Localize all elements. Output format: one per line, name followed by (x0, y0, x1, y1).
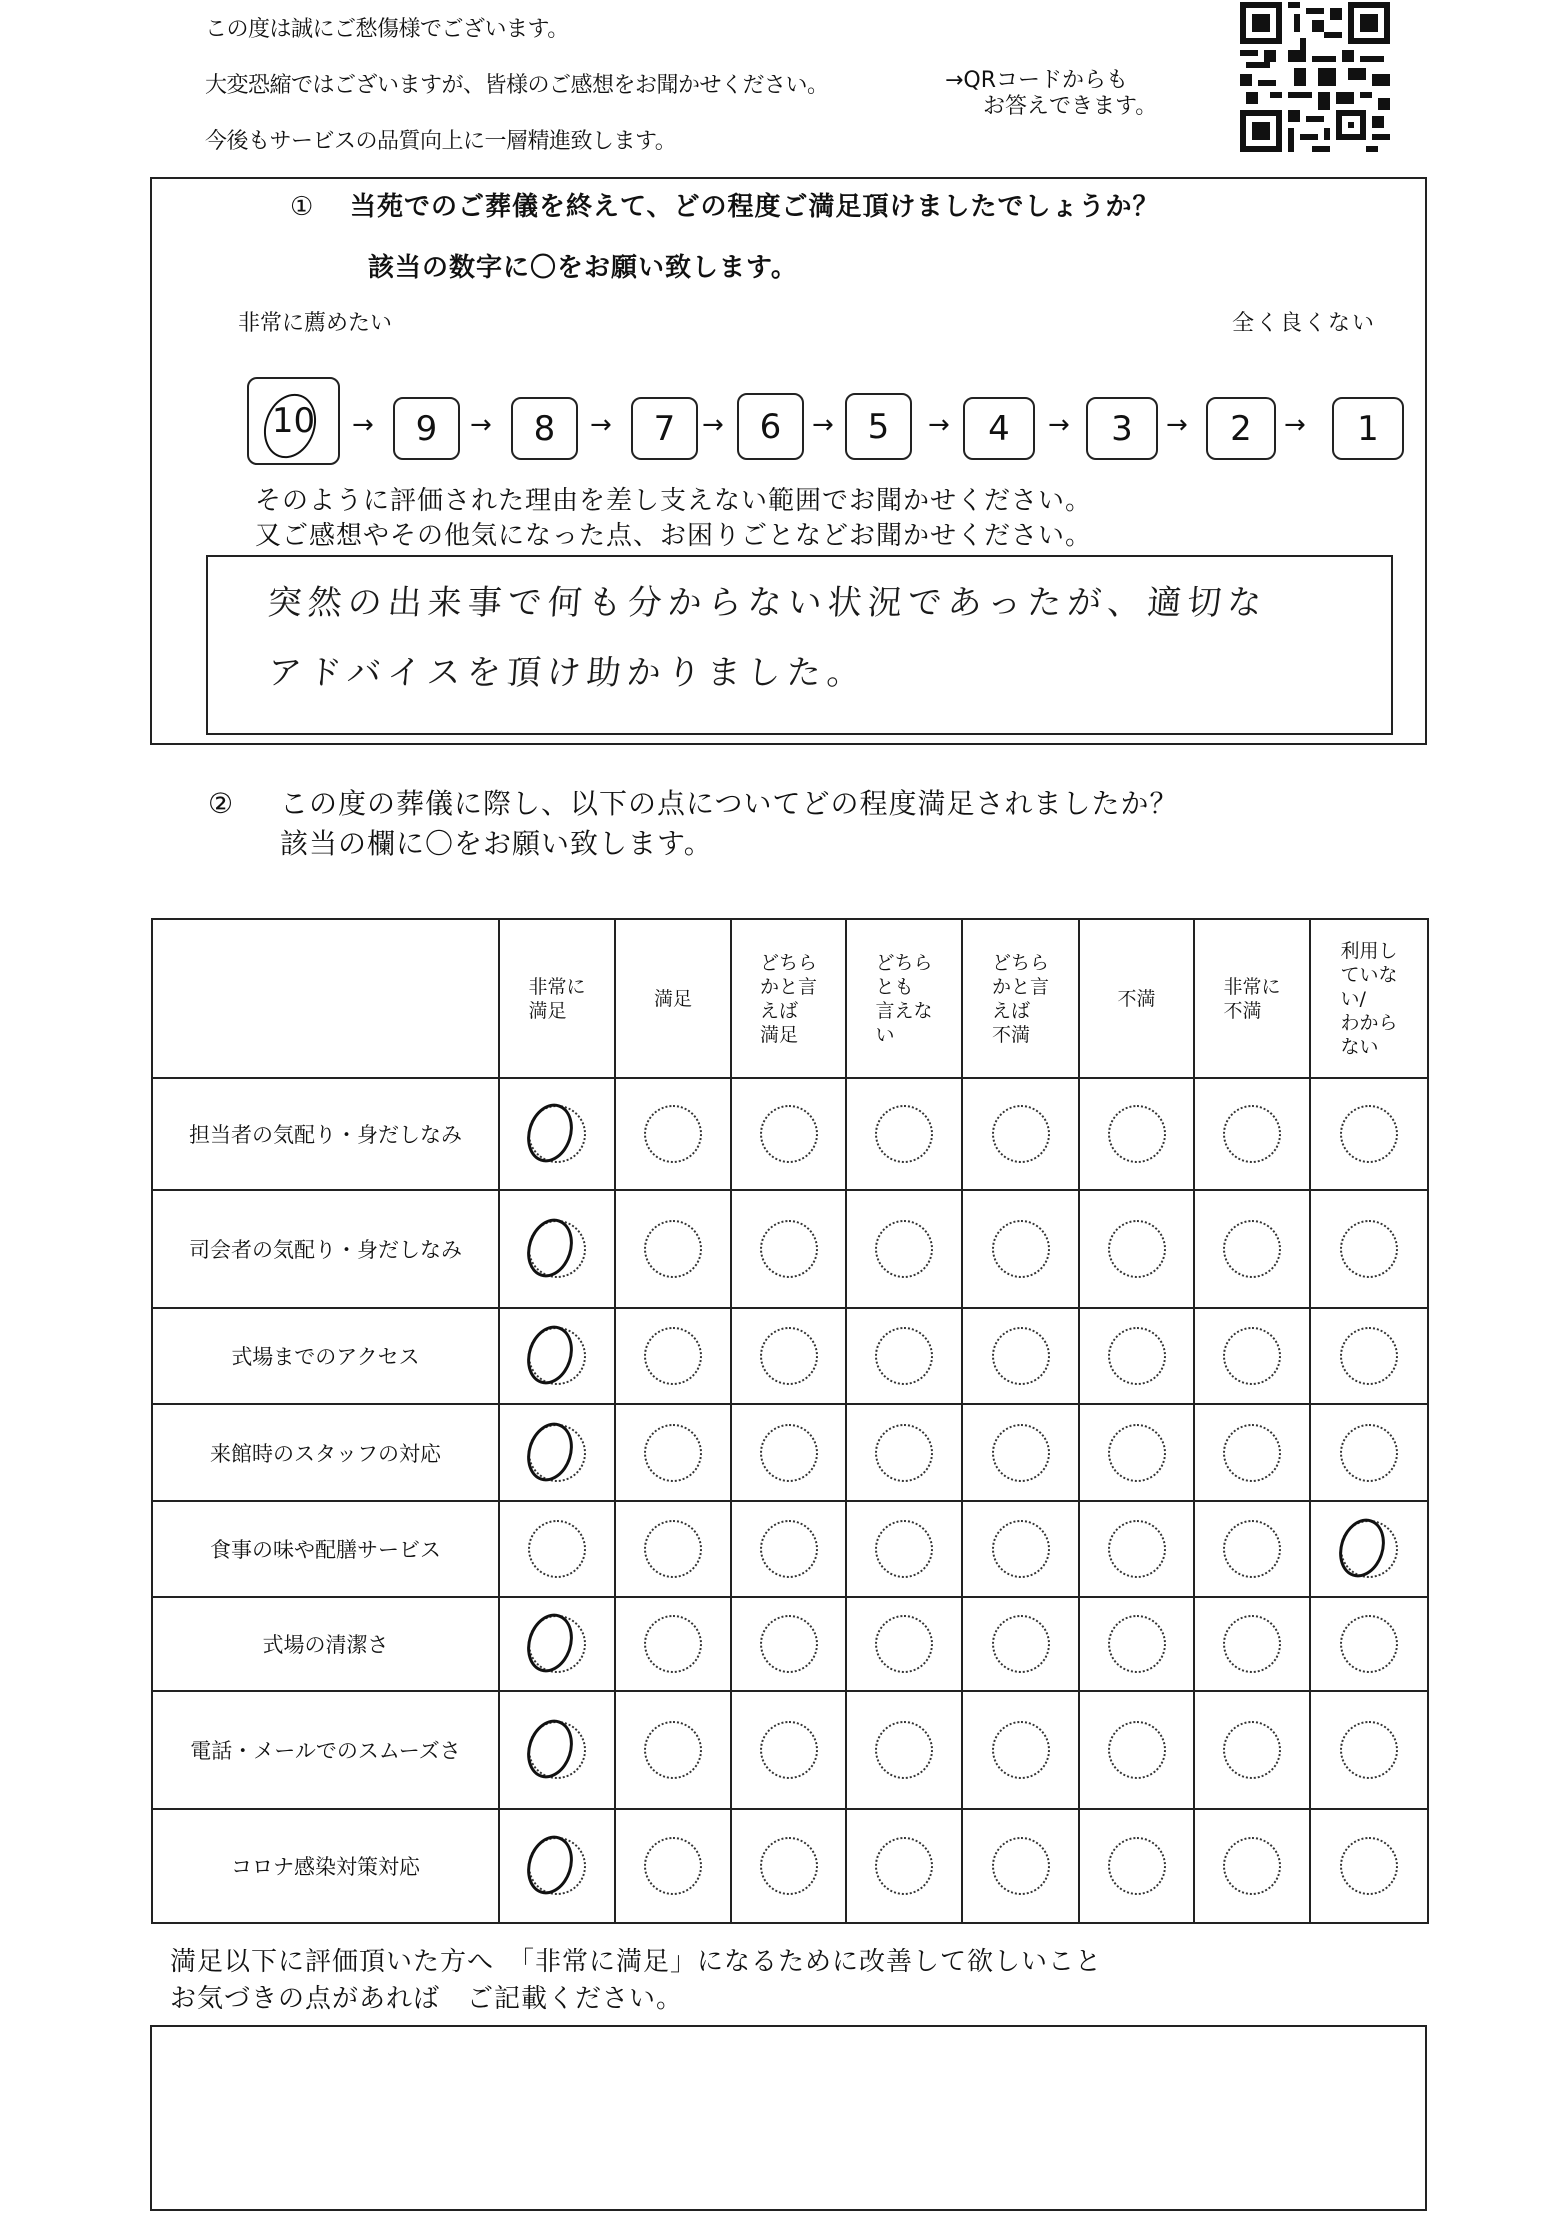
radio-circle[interactable] (644, 1520, 702, 1578)
rating-cell (499, 1691, 615, 1809)
rating-option-4[interactable] (963, 397, 1035, 460)
arrow-icon: → (1166, 410, 1188, 440)
rating-cell (731, 1308, 846, 1404)
selected-circle-mark (255, 386, 325, 465)
rating-cell (731, 1078, 846, 1190)
radio-circle[interactable] (875, 1105, 933, 1163)
rating-value: 5 (867, 406, 890, 447)
radio-circle[interactable] (992, 1105, 1050, 1163)
q2-title (208, 782, 1178, 822)
rating-cell (1079, 1809, 1194, 1923)
rating-value: 10 (271, 401, 316, 441)
rating-cell (962, 1190, 1079, 1308)
radio-circle[interactable] (1223, 1105, 1281, 1163)
rating-cell (615, 1190, 731, 1308)
rating-cell (499, 1190, 615, 1308)
radio-circle[interactable] (875, 1327, 933, 1385)
row-label: 式場までのアクセス (152, 1308, 499, 1404)
rating-cell (615, 1308, 731, 1404)
rating-cell (1194, 1404, 1310, 1501)
table-row (152, 1597, 1428, 1691)
radio-circle[interactable] (875, 1520, 933, 1578)
rating-cell (1310, 1597, 1428, 1691)
table-row (152, 1691, 1428, 1809)
rating-cell (1079, 1308, 1194, 1404)
radio-circle[interactable] (992, 1327, 1050, 1385)
radio-circle[interactable] (875, 1424, 933, 1482)
rating-cell (1079, 1597, 1194, 1691)
q2-number: ② (208, 787, 235, 820)
selected-circle-mark (520, 1830, 580, 1901)
rating-value: 8 (533, 408, 556, 449)
rating-cell (499, 1809, 615, 1923)
radio-circle[interactable] (1108, 1615, 1166, 1673)
reason-prompt-1: そのように評価された理由を差し支えない範囲でお聞かせください。 (255, 486, 1093, 516)
radio-circle[interactable] (992, 1721, 1050, 1779)
rating-cell (731, 1691, 846, 1809)
column-header: 非常に 満足 (499, 919, 615, 1078)
rating-cell (1079, 1501, 1194, 1597)
column-header: 満足 (615, 919, 731, 1078)
selected-circle-mark (520, 1098, 580, 1169)
rating-cell (962, 1501, 1079, 1597)
rating-value: 7 (653, 408, 676, 449)
handwritten-comment-line-1: 突然の出来事で何も分からない状況であったが、適切な (266, 583, 1269, 623)
radio-circle[interactable] (760, 1520, 818, 1578)
rating-cell (1310, 1691, 1428, 1809)
row-label: 担当者の気配り・身だしなみ (152, 1078, 499, 1190)
qr-note (945, 68, 1157, 120)
rating-cell (962, 1691, 1079, 1809)
q1-title-text: 当苑でのご葬儀を終えて、どの程度ご満足頂けましたでしょうか？ (350, 192, 1160, 222)
table-body (152, 1078, 1428, 1923)
row-label: 電話・メールでのスムーズさ (152, 1691, 499, 1809)
radio-circle[interactable] (528, 1520, 586, 1578)
selected-circle-mark (520, 1416, 580, 1487)
intro-line-2: 大変恐縮ではございますが、皆様のご感想をお聞かせください。 (205, 73, 829, 98)
radio-circle[interactable] (875, 1615, 933, 1673)
rating-cell (846, 1404, 962, 1501)
scale-label-low: 全く良くない (1232, 311, 1377, 336)
radio-circle[interactable] (644, 1721, 702, 1779)
radio-circle[interactable] (1108, 1520, 1166, 1578)
rating-cell (846, 1078, 962, 1190)
rating-cell (962, 1597, 1079, 1691)
rating-cell (1079, 1190, 1194, 1308)
rating-cell (1310, 1809, 1428, 1923)
column-header: 不満 (1079, 919, 1194, 1078)
table-row (152, 1078, 1428, 1190)
rating-cell (615, 1404, 731, 1501)
rating-cell (1194, 1809, 1310, 1923)
rating-option-6[interactable] (737, 393, 804, 460)
radio-circle[interactable] (1340, 1520, 1398, 1578)
arrow-icon: → (590, 410, 612, 440)
rating-option-5[interactable] (845, 393, 912, 460)
radio-circle[interactable] (644, 1105, 702, 1163)
table-row (152, 1501, 1428, 1597)
reason-prompt-2: 又ご感想やその他気になった点、お困りごとなどお聞かせください。 (255, 521, 1093, 551)
radio-circle[interactable] (1108, 1105, 1166, 1163)
rating-cell (1310, 1501, 1428, 1597)
qr-note-line-1: →QRコードからも (945, 68, 1129, 93)
rating-cell (499, 1501, 615, 1597)
radio-circle[interactable] (1340, 1220, 1398, 1278)
table-header-row (152, 919, 1428, 1078)
radio-circle[interactable] (1223, 1220, 1281, 1278)
q1-instruction: 該当の数字に〇をお願い致します。 (368, 253, 798, 283)
radio-circle[interactable] (1223, 1327, 1281, 1385)
table-row (152, 1308, 1428, 1404)
table-header-blank (152, 919, 499, 1078)
radio-circle[interactable] (528, 1837, 586, 1895)
rating-cell (731, 1597, 846, 1691)
rating-option-8[interactable] (511, 397, 578, 460)
selected-circle-mark (1332, 1513, 1392, 1584)
rating-cell (731, 1809, 846, 1923)
intro-line-1: この度は誠にご愁傷様でございます。 (205, 17, 569, 42)
rating-cell (1194, 1078, 1310, 1190)
improvement-prompt-1: 満足以下に評価頂いた方へ 「非常に満足」になるために改善して欲しいこと (170, 1947, 1103, 1977)
rating-cell (1079, 1404, 1194, 1501)
qr-code-icon[interactable] (1240, 2, 1390, 152)
radio-circle[interactable] (528, 1220, 586, 1278)
radio-circle[interactable] (528, 1424, 586, 1482)
radio-circle[interactable] (1223, 1721, 1281, 1779)
radio-circle[interactable] (644, 1424, 702, 1482)
radio-circle[interactable] (528, 1105, 586, 1163)
radio-circle[interactable] (1108, 1424, 1166, 1482)
radio-circle[interactable] (1340, 1327, 1398, 1385)
satisfaction-table (151, 918, 1429, 1924)
rating-cell (499, 1308, 615, 1404)
radio-circle[interactable] (1108, 1721, 1166, 1779)
improvement-textarea[interactable] (150, 2025, 1427, 2211)
rating-cell (962, 1078, 1079, 1190)
radio-circle[interactable] (992, 1424, 1050, 1482)
selected-circle-mark (520, 1320, 580, 1391)
arrow-icon: → (928, 410, 950, 440)
radio-circle[interactable] (760, 1721, 818, 1779)
rating-cell (1194, 1308, 1310, 1404)
rating-option-9[interactable] (393, 397, 460, 460)
q2-title-text: この度の葬儀に際し、以下の点についてどの程度満足されましたか？ (280, 787, 1179, 820)
rating-cell (846, 1190, 962, 1308)
row-label: 司会者の気配り・身だしなみ (152, 1190, 499, 1308)
column-header: どちら かと言 えば 満足 (731, 919, 846, 1078)
improvement-prompt-2: お気づきの点があれば ご記載ください。 (170, 1984, 684, 2014)
intro-line-3: 今後もサービスの品質向上に一層精進致します。 (205, 129, 677, 154)
radio-circle[interactable] (1223, 1424, 1281, 1482)
radio-circle[interactable] (1340, 1424, 1398, 1482)
radio-circle[interactable] (992, 1615, 1050, 1673)
radio-circle[interactable] (1108, 1327, 1166, 1385)
row-label: 来館時のスタッフの対応 (152, 1404, 499, 1501)
rating-cell (962, 1308, 1079, 1404)
rating-option-3[interactable] (1086, 397, 1158, 460)
table-row (152, 1809, 1428, 1923)
radio-circle[interactable] (644, 1837, 702, 1895)
qr-note-line-2: お答えできます。 (983, 94, 1158, 119)
rating-cell (1310, 1078, 1428, 1190)
column-header: 利用し ていな い/ わから ない (1310, 919, 1428, 1078)
rating-cell (1194, 1501, 1310, 1597)
radio-circle[interactable] (528, 1327, 586, 1385)
rating-cell (615, 1078, 731, 1190)
rating-cell (499, 1597, 615, 1691)
selected-circle-mark (520, 1213, 580, 1284)
radio-circle[interactable] (1223, 1837, 1281, 1895)
rating-value: 1 (1357, 408, 1379, 449)
rating-cell (615, 1691, 731, 1809)
radio-circle[interactable] (760, 1105, 818, 1163)
rating-cell (846, 1308, 962, 1404)
rating-cell (1194, 1597, 1310, 1691)
rating-option-7[interactable] (631, 397, 698, 460)
radio-circle[interactable] (875, 1837, 933, 1895)
radio-circle[interactable] (1340, 1837, 1398, 1895)
rating-option-1[interactable] (1332, 397, 1404, 460)
radio-circle[interactable] (992, 1837, 1050, 1895)
table-row (152, 1404, 1428, 1501)
radio-circle[interactable] (760, 1615, 818, 1673)
radio-circle[interactable] (1340, 1105, 1398, 1163)
rating-cell (1310, 1190, 1428, 1308)
rating-value: 4 (988, 408, 1010, 449)
handwritten-comment-line-2: アドバイスを頂け助かりました。 (266, 653, 869, 693)
rating-cell (846, 1809, 962, 1923)
rating-option-10[interactable] (247, 377, 340, 465)
rating-value: 3 (1111, 408, 1133, 449)
rating-value: 2 (1230, 408, 1252, 449)
selected-circle-mark (520, 1608, 580, 1679)
rating-value: 6 (759, 406, 782, 447)
rating-cell (1194, 1190, 1310, 1308)
rating-cell (1310, 1404, 1428, 1501)
rating-cell (962, 1809, 1079, 1923)
rating-cell (962, 1404, 1079, 1501)
column-header: どちら かと言 えば 不満 (962, 919, 1079, 1078)
arrow-icon: → (1048, 410, 1070, 440)
reason-textarea[interactable] (206, 555, 1393, 735)
rating-cell (846, 1691, 962, 1809)
rating-cell (1194, 1691, 1310, 1809)
radio-circle[interactable] (1223, 1520, 1281, 1578)
row-label: 式場の清潔さ (152, 1597, 499, 1691)
column-header: どちら とも 言えな い (846, 919, 962, 1078)
rating-cell (615, 1501, 731, 1597)
row-label: コロナ感染対策対応 (152, 1809, 499, 1923)
radio-circle[interactable] (760, 1424, 818, 1482)
radio-circle[interactable] (644, 1220, 702, 1278)
radio-circle[interactable] (760, 1837, 818, 1895)
arrow-icon: → (470, 410, 492, 440)
selected-circle-mark (520, 1714, 580, 1785)
q1-title (290, 186, 1159, 223)
radio-circle[interactable] (1108, 1220, 1166, 1278)
radio-circle[interactable] (875, 1220, 933, 1278)
rating-cell (1310, 1308, 1428, 1404)
radio-circle[interactable] (1108, 1837, 1166, 1895)
q2-instruction: 該当の欄に〇をお願い致します。 (280, 827, 713, 860)
rating-option-2[interactable] (1206, 397, 1276, 460)
radio-circle[interactable] (760, 1220, 818, 1278)
table-row (152, 1190, 1428, 1308)
rating-cell (615, 1597, 731, 1691)
radio-circle[interactable] (992, 1220, 1050, 1278)
rating-cell (615, 1809, 731, 1923)
rating-cell (1079, 1691, 1194, 1809)
scale-label-high: 非常に薦めたい (238, 311, 393, 336)
radio-circle[interactable] (528, 1721, 586, 1779)
arrow-icon: → (1284, 410, 1306, 440)
rating-value: 9 (415, 408, 438, 449)
arrow-icon: → (352, 410, 374, 440)
radio-circle[interactable] (644, 1327, 702, 1385)
radio-circle[interactable] (528, 1615, 586, 1673)
column-header: 非常に 不満 (1194, 919, 1310, 1078)
q1-number: ① (290, 192, 315, 222)
radio-circle[interactable] (644, 1615, 702, 1673)
rating-cell (499, 1404, 615, 1501)
radio-circle[interactable] (1223, 1615, 1281, 1673)
rating-cell (1079, 1078, 1194, 1190)
radio-circle[interactable] (875, 1721, 933, 1779)
rating-cell (846, 1597, 962, 1691)
rating-cell (499, 1078, 615, 1190)
row-label: 食事の味や配膳サービス (152, 1501, 499, 1597)
arrow-icon: → (702, 410, 724, 440)
arrow-icon: → (812, 410, 834, 440)
rating-cell (731, 1404, 846, 1501)
radio-circle[interactable] (1340, 1615, 1398, 1673)
rating-cell (731, 1501, 846, 1597)
radio-circle[interactable] (992, 1520, 1050, 1578)
radio-circle[interactable] (1340, 1721, 1398, 1779)
radio-circle[interactable] (760, 1327, 818, 1385)
rating-cell (846, 1501, 962, 1597)
rating-cell (731, 1190, 846, 1308)
